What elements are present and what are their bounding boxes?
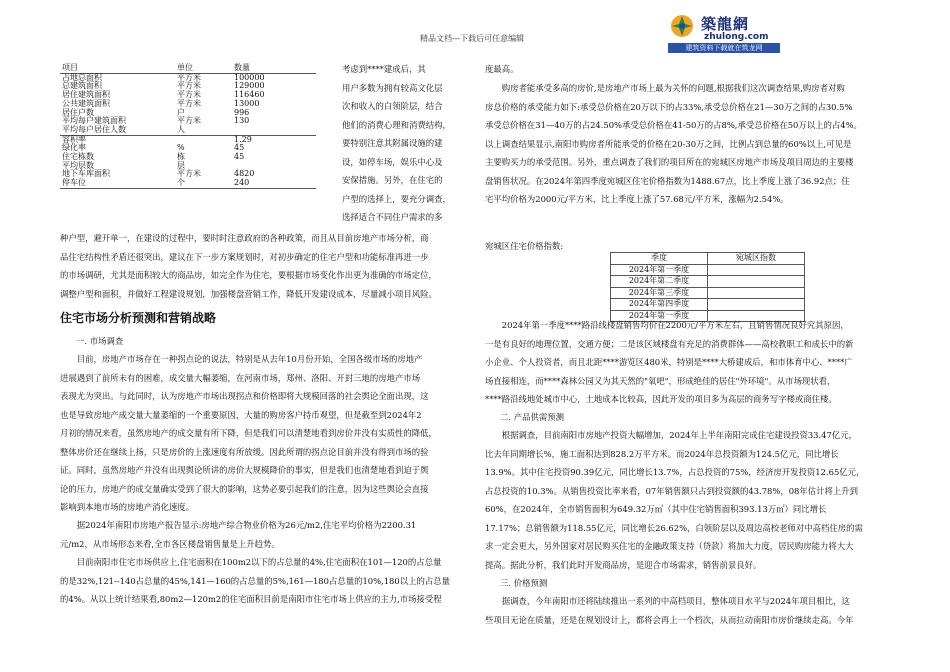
- text-line: 整体房价还在继续上扬，只是房价的上涨速度有所放缓。因此所谓的拐点论目前并没有得到市场的验: [60, 446, 429, 457]
- spec-cell: 容积率: [62, 134, 86, 144]
- index-cell: [708, 299, 805, 311]
- spec-cell: 数量: [232, 64, 316, 73]
- spec-cell: 4820: [234, 169, 255, 179]
- text-line: 安保措施。另外，在住宅的: [342, 175, 443, 185]
- spec-table-row: [60, 179, 316, 188]
- index-cell: 2024年第一季度: [611, 310, 708, 322]
- index-cell: 宛城区指数: [708, 253, 805, 265]
- index-table-row: [611, 276, 805, 288]
- spec-cell: 平方米: [177, 98, 201, 108]
- logo-domain: zhulong.com: [704, 32, 769, 42]
- text-line: 要特别注意其附属设施的建: [342, 138, 443, 148]
- text-line: 以上调查结果显示,南阳市购房者所能承受的价格在20-30万之间，比例占到总量的60%以上,可见是: [485, 138, 852, 149]
- left-para-cont: [60, 229, 437, 303]
- index-table-row: [611, 264, 805, 276]
- right-para-3: [485, 426, 864, 574]
- text-line: 17.17%；总销售额为118.55亿元，同比增长26.62%，白领阶层以及周边高校老师对中高档住房的需: [485, 522, 863, 533]
- index-cell: 2024年第一季度: [611, 264, 708, 276]
- left-para-2: [60, 516, 416, 553]
- spec-table-row: [60, 144, 316, 153]
- spec-cell: 100000: [234, 72, 265, 82]
- index-cell: 2024年第二季度: [611, 276, 708, 288]
- spec-cell: 平均层数: [62, 160, 94, 170]
- spec-cell: 总建筑面积: [62, 81, 102, 91]
- text-line: 的是32%,121--140占总量的45%,141—160的占总量的5%,161—180占总量的10%,180以上的占总量: [60, 575, 450, 586]
- text-line: ****路沿线地处城市中心，土地成本比较高，因此开发的项目多为高层的商务写字楼或商住楼。: [485, 394, 837, 404]
- text-line: 60%，在2024年，全市销售面积为649.32万㎡（其中住宅销售面积393.13万㎡）同比增长: [485, 504, 827, 514]
- spec-cell: 平方米: [177, 72, 201, 82]
- text-line: 进展遇到了前所未有的困难，成交量大幅萎缩，在河南市场，郑州、洛阳、开封三地的房地产市场: [60, 372, 421, 383]
- left-para-1: [60, 350, 437, 517]
- header-note: 精品文档---下载后可任意编辑: [420, 34, 525, 43]
- text-line: 根据调查，目前南阳市房地产投资大幅增加，2024年上半年南阳完成住宅建设投资33.47亿元，: [501, 430, 857, 440]
- text-line: 2024年第一季度****路沿线楼盘销售均价在2200元/平方米左右，且销售情况良好究其原因，: [501, 320, 849, 330]
- text-line: 户型的选择上，要充分调查，: [342, 193, 451, 204]
- text-line: 影响到本地市场的房地产消化速度。: [60, 502, 194, 512]
- price-index-table: [610, 252, 805, 322]
- text-line: 房总价格的承受能力如下:承受总价格在20万以下的占33%,承受总价格在21—30万之间的占30.5%: [485, 101, 853, 112]
- text-line: 表现尤为突出。与此同时，认为房地产市场出现拐点和价格即将大规模回落的社会舆论全面出现，这: [60, 391, 429, 401]
- spec-table-row: [60, 170, 316, 179]
- spec-cell: 996: [234, 107, 250, 117]
- spec-cell: 地下车库面积: [62, 169, 110, 179]
- text-line: 也是导致房地产成交量大量萎缩的一个重要原因，大量的购房客户持币观望，但是截至到2024年2: [60, 409, 422, 420]
- index-table-header: [611, 253, 805, 265]
- spec-cell: 240: [232, 179, 316, 188]
- spec-cell: %: [177, 143, 185, 153]
- project-spec-table: [60, 64, 316, 189]
- spec-cell: 45: [234, 143, 245, 153]
- section-title: 住宅市场分析预测和营销战略: [60, 311, 217, 325]
- text-line: 品住宅结构性矛盾还很突出，建议在下一步方案规划时，对初步确定的住宅户型和功能标准再进一步: [60, 251, 429, 262]
- text-line: 月初的情况来看，虽然房地产的成交量有所下降，但是我们可以清楚地看到房价并没有实质性的降低，: [60, 428, 437, 438]
- spec-cell: 户: [177, 107, 185, 117]
- text-line: 据2024年南阳市房地产报告显示:房地产综合物业价格为26元/m2,住宅平均价格为2200.31: [76, 520, 417, 530]
- text-line: 主要购买力的承受范围。另外，重点调查了我们的项目所在的宛城区房地产市场及项目周边的主要楼: [485, 157, 854, 167]
- spec-table-row: [60, 100, 316, 109]
- index-cell: [708, 276, 805, 288]
- spec-table-row: [60, 153, 316, 162]
- text-line: 目前南阳市住宅市场供应上,住宅面积在100m2以下的占总量的4%,住宅面积在101—120的占总量: [76, 557, 442, 567]
- spec-cell: 占地总面积: [62, 72, 102, 82]
- index-cell: [708, 264, 805, 276]
- spec-cell: 住宅栋数: [62, 152, 94, 162]
- spec-cell: 平方米: [177, 90, 201, 100]
- right-subheading-3: 三. 价格预测: [500, 578, 548, 588]
- spec-cell: 层: [177, 160, 185, 170]
- spec-cell: 人: [175, 126, 232, 135]
- spec-cell: 平均每户居住人数: [60, 126, 175, 135]
- text-line: 次和收入的白领阶层，结合: [342, 101, 443, 111]
- logo-brand: 築龍網: [701, 15, 750, 33]
- spec-cell: 居住建筑面积: [62, 90, 110, 100]
- text-line: 考虑到****建成后，其: [342, 64, 426, 74]
- text-line: 设，如停车场，娱乐中心及: [342, 156, 443, 167]
- text-line: 提高。据此分析，我们此时开发商品房，是迎合市场需求，销售前景良好。: [485, 559, 762, 570]
- spec-cell: 1.29: [234, 134, 252, 144]
- spec-table-row: [60, 126, 316, 135]
- spec-cell: 平方米: [177, 81, 201, 91]
- index-cell: 2024年第四季度: [611, 299, 708, 311]
- spec-cell: 个: [175, 179, 232, 188]
- spec-cell: 平方米: [177, 169, 201, 179]
- spec-cell: 单位: [175, 64, 232, 73]
- right-para-2: [485, 316, 854, 409]
- text-line: 用户多数为拥有较高文化层: [342, 82, 443, 93]
- logo-emblem-icon: [670, 14, 694, 38]
- index-cell: [708, 287, 805, 299]
- text-line: 求一定会更大，另外国家对居民购买住宅的金融政策支持（贷款）将加大力度，居民购房能力将大大: [485, 541, 854, 551]
- spec-cell: 项目: [60, 64, 175, 73]
- text-line: 占总投资的10.3%。从销售投资比率来看，07年销售额只占到投资额的43.78%，08年估计将上升到: [485, 485, 858, 496]
- spec-cell: 公共建筑面积: [62, 98, 110, 108]
- text-line: 种户型，避开单一，在建设的过程中，要时时注意政府的各种政策，而且从目前房地产市场分析，商: [60, 233, 429, 243]
- index-cell: 2024年第三季度: [611, 287, 708, 299]
- text-line: 购房者能承受多高的房价,是房地产市场上最为关怀的问题,根据我们这次调查结果,购房者对购: [501, 83, 845, 93]
- index-table-row: [611, 299, 805, 311]
- zhulong-logo: [668, 10, 783, 54]
- text-line: 选择适合不同住户需求的多: [342, 212, 443, 222]
- text-line: 一是有良好的地理位置，交通方便；二是该区域楼盘有充足的消费群体——高校教职工和成长中的新: [485, 338, 854, 349]
- spec-cell: 129000: [234, 81, 265, 91]
- spec-cell: 绿化率: [62, 143, 86, 153]
- text-line: 论的压力，房地产的成交量确实受到了很大的影响，这势必要引起我们的注意，因为这些舆论会直接: [60, 483, 429, 494]
- index-table-caption: 宛城区住宅价格指数:: [485, 241, 564, 251]
- spec-cell: 平方米: [177, 116, 201, 126]
- right-para-4: [485, 592, 854, 629]
- spec-cell: 13000: [234, 98, 260, 108]
- right-top-text: 度最高。: [485, 64, 519, 74]
- left-para-3: [60, 553, 450, 609]
- left-subheading-1: 一. 市场调查: [76, 336, 124, 346]
- text-line: 宅平均价格为2000元/平方米，比上季度上涨了57.68元/平方米，涨幅为2.54%。: [485, 194, 789, 204]
- spec-cell: 45: [234, 152, 245, 162]
- text-line: 盘销售状况。在2024年第四季度宛城区住宅价格指数为1488.67点，比上季度上涨了36.92点；住: [485, 175, 850, 186]
- spec-cell: [232, 126, 316, 135]
- right-para-1: [485, 79, 862, 209]
- text-line: 他们的消费心理和消费结构，: [342, 119, 451, 130]
- text-line: 调整户型和面积，并做好工程建设规划，加强楼盘营销工作，降低开发建设成本，尽量减小项目风险。: [60, 288, 437, 299]
- text-line: 些项目无论在质量，还是在规划设计上，都将会再上一个档次，从而拉动南阳市房价继续走高。今年: [485, 614, 854, 625]
- text-line: 13.9%。其中住宅投资90.39亿元，同比增长13.7%，占总投资的75%，经济房开发投资12.65亿元，: [485, 467, 865, 477]
- text-line: 比去年同期增长%，施工面积达到828.2万平方米。而2024年总投资额为124.5亿元，同比增长: [485, 448, 839, 459]
- spec-cell: 130: [234, 116, 250, 126]
- right-subheading-2: 二. 产品供需预测: [500, 412, 564, 422]
- text-line: 承受总价格在31—40万的占24.50%承受总价格在41-50万的占8%,承受总价格在50万以上的占4%。: [485, 120, 862, 130]
- spec-cell: 平均每户建筑面积: [62, 116, 126, 126]
- spec-cell: 116460: [234, 90, 265, 100]
- text-line: 证。同时，虽然房地产并没有出现舆论所讲的房价大规模降价的事实，但是我们也清楚地看到迫于舆: [60, 465, 429, 475]
- text-line: 据调查，今年南阳市还将陆续推出一系列的中高档项目，整体项目水平与2024年项目相比，这: [501, 596, 850, 606]
- spec-cell: 栋: [177, 152, 185, 162]
- text-line: 的市场调研，尤其是面积较大的商品房，如完全作为住宅，要根据市场变化作出更为准确的市场定位，: [60, 270, 437, 280]
- index-table-row: [611, 287, 805, 299]
- text-line: 元/m2，从市场形态来看,全市各区楼盘销售量是上升趋势。: [60, 538, 280, 549]
- spec-table-row: [60, 135, 316, 144]
- spec-cell: 居住户数: [62, 107, 94, 117]
- text-line: 目前，房地产市场存在一种拐点论的说法，特别是从去年10月份开始，全国各级市场的房地产: [76, 354, 423, 364]
- text-line: 场直接相连，而****森林公园又为其天然的"氧吧"，形成绝佳的居住"外环境"。从市场现状看，: [485, 375, 836, 386]
- spec-table-header: [60, 64, 316, 73]
- spec-cell: 停车位: [60, 179, 175, 188]
- text-line: 小企业、个人投资者，而且北距****游览区480米，特别是****大桥建成后，和市体育中心、****广: [485, 357, 853, 367]
- text-line: 的4%。从以上统计结果看,80m2—120m2的住宅面积目前是南阳市住宅市场上供应的主力,市场接受程: [60, 594, 442, 604]
- right-of-table-text: [342, 60, 451, 227]
- logo-banner: 建筑资料下载就在筑龙网: [668, 43, 780, 53]
- index-cell: 季度: [611, 253, 708, 265]
